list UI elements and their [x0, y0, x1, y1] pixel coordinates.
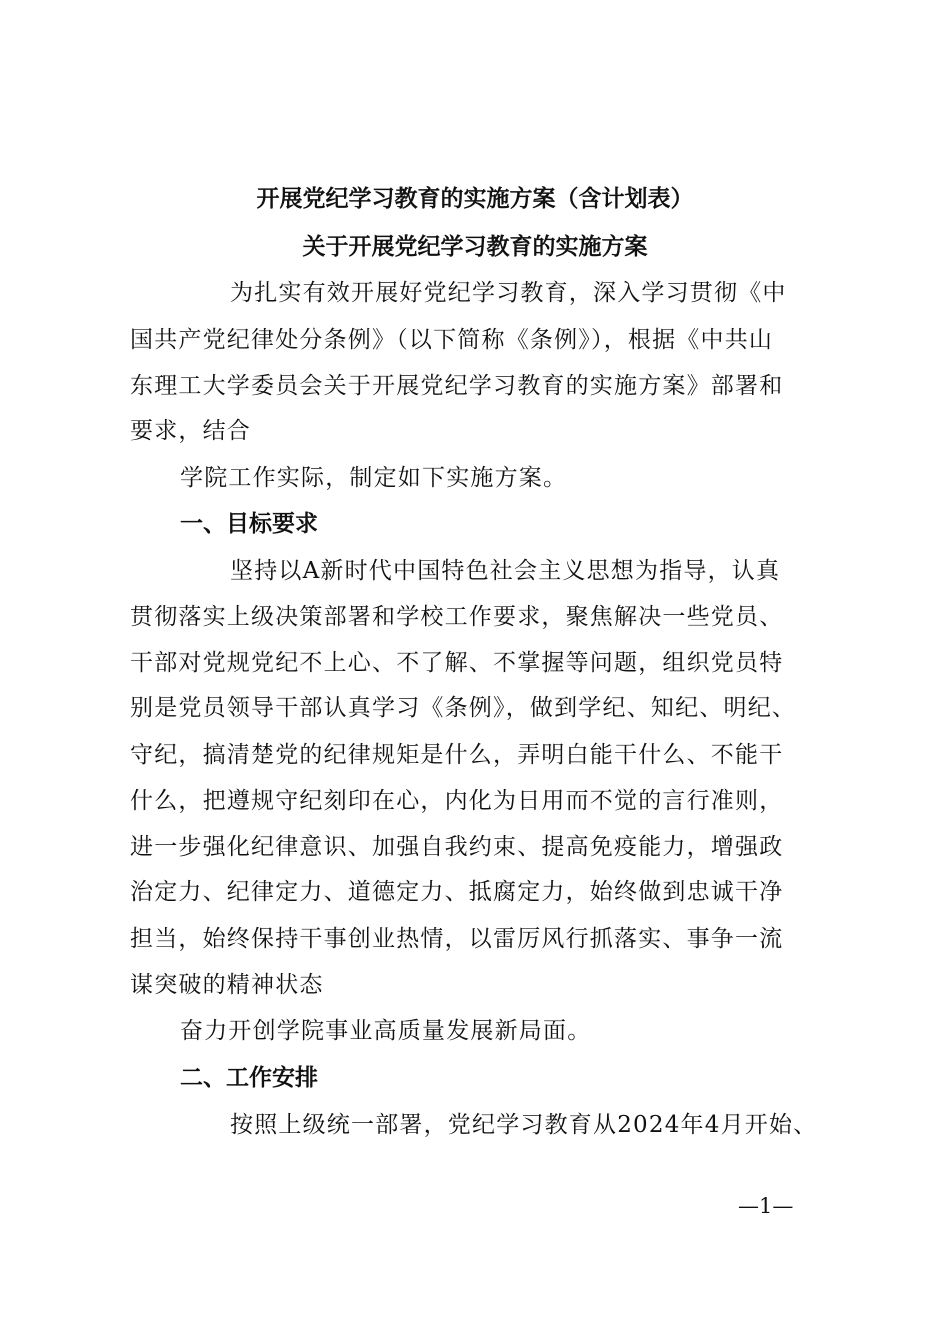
intro-line-3: 东理工大学委员会关于开展党纪学习教育的实施方案》部署和	[130, 373, 784, 399]
section1-heading: 一、目标要求	[180, 511, 318, 537]
section2-line-1: 按照上级统一部署，党纪学习教育从2024年4月开始、	[230, 1112, 818, 1138]
page-number: —1—	[738, 1194, 794, 1218]
section2-heading: 二、工作安排	[180, 1065, 318, 1091]
intro-line-5: 学院工作实际，制定如下实施方案。	[180, 465, 568, 491]
document-title: 开展党纪学习教育的实施方案（含计划表）	[256, 186, 694, 212]
document-subtitle: 关于开展党纪学习教育的实施方案	[302, 234, 648, 260]
section1-line-6: 什么，把遵规守纪刻印在心，内化为日用而不觉的言行准则，	[130, 788, 784, 814]
section1-line-11: 奋力开创学院事业高质量发展新局面。	[180, 1018, 592, 1044]
intro-line-1: 为扎实有效开展好党纪学习教育，深入学习贯彻《中	[230, 280, 787, 306]
section1-line-9: 担当，始终保持干事创业热情，以雷厉风行抓落实、事争一流	[130, 926, 784, 952]
section1-line-1: 坚持以A新时代中国特色社会主义思想为指导，认真	[230, 558, 781, 584]
section1-line-8: 治定力、纪律定力、道德定力、抵腐定力，始终做到忠诚干净	[130, 879, 784, 905]
section1-line-4: 别是党员领导干部认真学习《条例》，做到学纪、知纪、明纪、	[130, 695, 797, 721]
section1-line-2: 贯彻落实上级决策部署和学校工作要求，聚焦解决一些党员、	[130, 604, 784, 630]
section1-line-7: 进一步强化纪律意识、加强自我约束、提高免疫能力，增强政	[130, 834, 784, 860]
section1-line-5: 守纪，搞清楚党的纪律规矩是什么，弄明白能干什么、不能干	[130, 742, 784, 768]
section1-line-10: 谋突破的精神状态	[130, 972, 324, 998]
intro-line-2: 国共产党纪律处分条例》（以下简称《条例》），根据《中共山	[130, 327, 774, 353]
section1-line-3: 干部对党规党纪不上心、不了解、不掌握等问题，组织党员特	[130, 650, 784, 676]
intro-line-4: 要求，结合	[130, 418, 251, 444]
